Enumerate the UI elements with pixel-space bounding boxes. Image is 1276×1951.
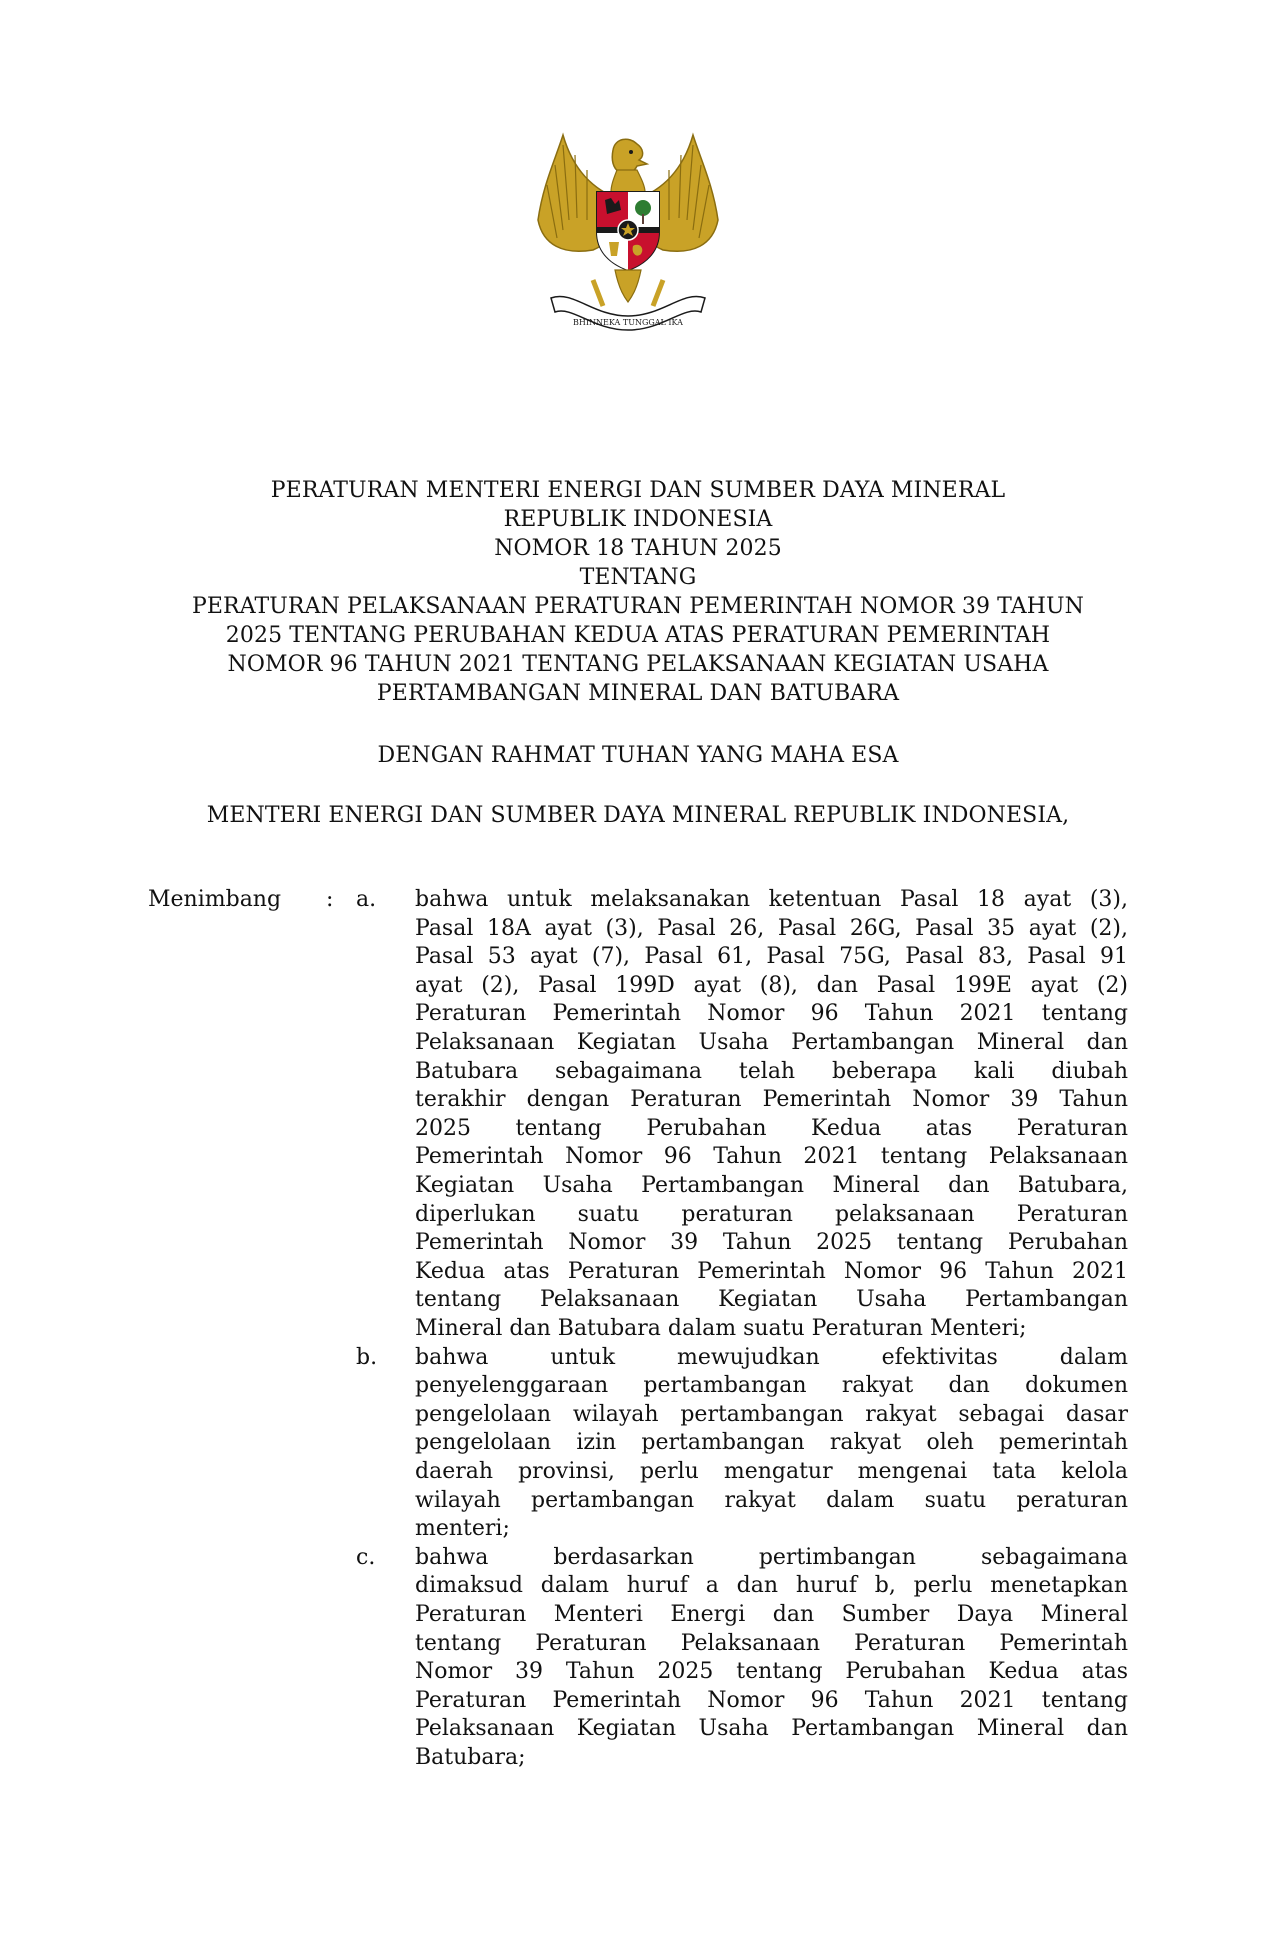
text-line: Pelaksanaan Kegiatan Usaha Pertambangan Mineral dan xyxy=(415,1716,1128,1742)
document-title xyxy=(120,476,1156,708)
text-line: Kegiatan Usaha Pertambangan Mineral dan Batubara, xyxy=(415,1172,1128,1198)
shield-icon xyxy=(597,192,659,270)
text-line: bahwa untuk mewujudkan efektivitas dalam xyxy=(415,1344,1128,1370)
text-line: Pasal 53 ayat (7), Pasal 61, Pasal 75G, Pasal 83, Pasal 91 xyxy=(415,944,1128,970)
title-line: PERATURAN MENTERI ENERGI DAN SUMBER DAYA MINERAL xyxy=(270,478,1006,503)
rahmat-line: DENGAN RAHMAT TUHAN YANG MAHA ESA xyxy=(377,743,899,768)
text-line: menteri; xyxy=(415,1516,510,1542)
text-line: pengelolaan wilayah pertambangan rakyat sebagai dasar xyxy=(415,1401,1128,1427)
text-line: wilayah pertambangan rakyat dalam suatu peraturan xyxy=(415,1487,1128,1513)
menimbang-label: Menimbang xyxy=(148,887,282,912)
title-line: 2025 TENTANG PERUBAHAN KEDUA ATAS PERATURAN PEMERINTAH xyxy=(225,623,1051,648)
motto-text: BHINNEKA TUNGGAL IKA xyxy=(573,318,683,327)
text-line: terakhir dengan Peraturan Pemerintah Nomor 39 Tahun xyxy=(415,1087,1128,1113)
item-letter: c. xyxy=(356,1544,376,1570)
text-line: Nomor 39 Tahun 2025 tentang Perubahan Kedua atas xyxy=(415,1659,1128,1685)
text-line: Pemerintah Nomor 96 Tahun 2021 tentang Pelaksanaan xyxy=(415,1144,1128,1170)
title-line: NOMOR 96 TAHUN 2021 TENTANG PELAKSANAAN KEGIATAN USAHA xyxy=(227,652,1049,677)
text-line: tentang Peraturan Pelaksanaan Peraturan Pemerintah xyxy=(415,1630,1128,1656)
text-line: dimaksud dalam huruf a dan huruf b, perlu menetapkan xyxy=(415,1573,1128,1599)
garuda-head-icon xyxy=(612,139,647,174)
text-line: penyelenggaraan pertambangan rakyat dan dokumen xyxy=(415,1373,1128,1399)
item-text xyxy=(415,886,1128,1344)
text-line: diperlukan suatu peraturan pelaksanaan Peraturan xyxy=(415,1201,1128,1227)
menimbang-colon: : xyxy=(326,887,334,912)
text-line: Batubara; xyxy=(415,1744,526,1770)
title-line: TENTANG xyxy=(579,565,697,590)
text-line: ayat (2), Pasal 199D ayat (8), dan Pasal 199E ayat (2) xyxy=(415,972,1128,998)
menteri-line: MENTERI ENERGI DAN SUMBER DAYA MINERAL REPUBLIK INDONESIA, xyxy=(206,803,1070,828)
text-line: Pemerintah Nomor 39 Tahun 2025 tentang Perubahan xyxy=(415,1230,1128,1256)
text-line: Batubara sebagaimana telah beberapa kali diubah xyxy=(415,1058,1128,1084)
text-line: daerah provinsi, perlu mengatur mengenai tata kelola xyxy=(415,1458,1128,1484)
garuda-emblem xyxy=(533,130,723,340)
text-line: Peraturan Menteri Energi dan Sumber Daya Mineral xyxy=(415,1601,1128,1627)
title-line: REPUBLIK INDONESIA xyxy=(503,507,773,532)
text-line: Peraturan Pemerintah Nomor 96 Tahun 2021 tentang xyxy=(415,1687,1128,1713)
text-line: bahwa berdasarkan pertimbangan sebagaimana xyxy=(415,1544,1128,1570)
text-line: 2025 tentang Perubahan Kedua atas Peraturan xyxy=(415,1115,1128,1141)
title-line: PERATURAN PELAKSANAAN PERATURAN PEMERINTAH NOMOR 39 TAHUN xyxy=(192,594,1084,619)
text-line: Pelaksanaan Kegiatan Usaha Pertambangan Mineral dan xyxy=(415,1029,1128,1055)
title-line: NOMOR 18 TAHUN 2025 xyxy=(494,536,782,561)
text-line: tentang Pelaksanaan Kegiatan Usaha Pertambangan xyxy=(415,1287,1128,1313)
text-line: Pasal 18A ayat (3), Pasal 26, Pasal 26G, Pasal 35 ayat (2), xyxy=(415,915,1128,941)
text-line: Kedua atas Peraturan Pemerintah Nomor 96 Tahun 2021 xyxy=(415,1258,1128,1284)
text-line: Mineral dan Batubara dalam suatu Peraturan Menteri; xyxy=(415,1315,1027,1341)
item-text xyxy=(415,1344,1128,1544)
text-line: Peraturan Pemerintah Nomor 96 Tahun 2021 tentang xyxy=(415,1001,1128,1027)
item-letter: a. xyxy=(356,887,377,912)
title-line: PERTAMBANGAN MINERAL DAN BATUBARA xyxy=(376,681,900,706)
text-line: pengelolaan izin pertambangan rakyat oleh pemerintah xyxy=(415,1430,1128,1456)
item-letter: b. xyxy=(356,1344,378,1370)
text-line: bahwa untuk melaksanakan ketentuan Pasal 18 ayat (3), xyxy=(415,887,1128,912)
item-text xyxy=(415,1544,1128,1773)
